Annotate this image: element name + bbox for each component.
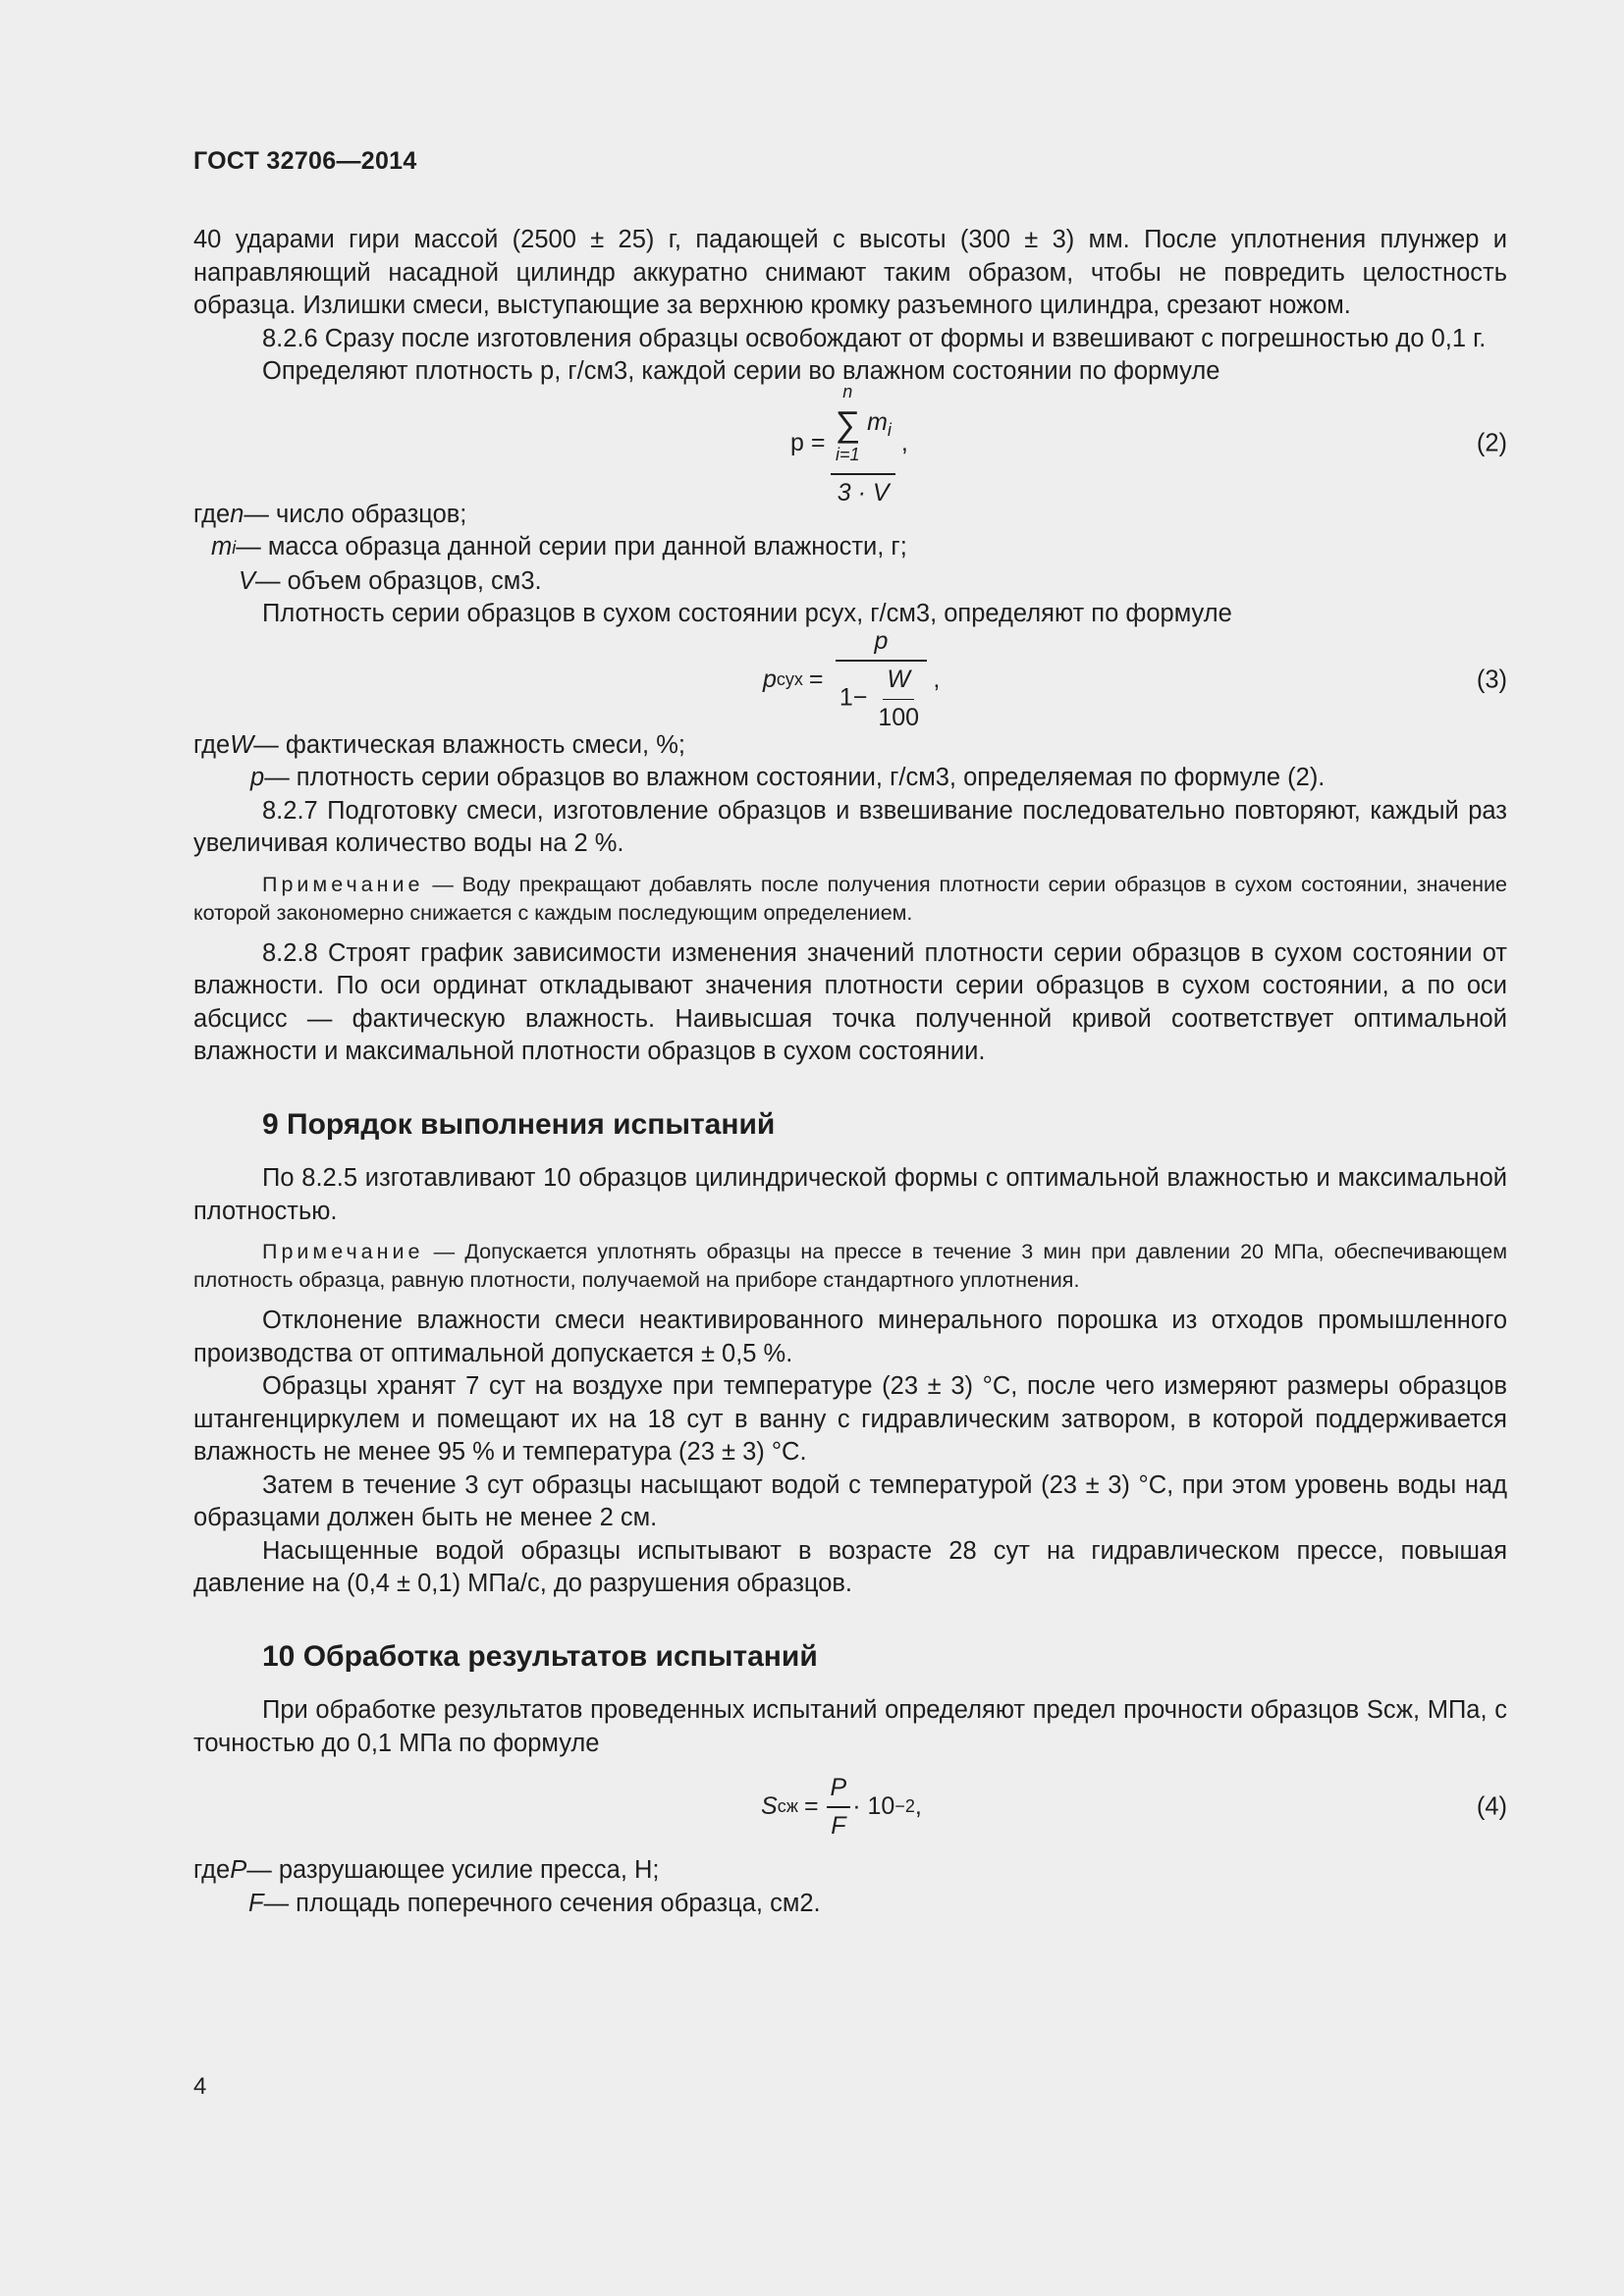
where-item: V — объем образцов, см3. <box>239 566 542 595</box>
paragraph: 40 ударами гири массой (2500 ± 25) г, падающей с высоты (300 ± 3) мм. После уплотнения плунжер и направляющий насадной цилиндр аккуратно снимают таким образом, чтобы не повредить целостность образца. Излишки смеси, выступающие за верхнюю кромку разъемного цилиндра, срезают ножом. <box>193 226 1507 319</box>
where-list <box>193 499 1507 599</box>
note: Примечание — Воду прекращают добавлять после получения плотности серии образцов в сухом состоянии, значение которой закономерно снижается с каждым последующим определением. <box>193 872 1507 925</box>
where-list <box>193 729 1507 795</box>
paragraph: По 8.2.5 изготавливают 10 образцов цилиндрической формы с оптимальной влажностью и максимальной плотностью. <box>193 1164 1507 1225</box>
section-heading-10: 10 Обработка результатов испытаний <box>262 1639 818 1673</box>
formula-number: (2) <box>1476 428 1507 456</box>
paragraph: Насыщенные водой образцы испытывают в возрасте 28 сут на гидравлическом прессе, повышая давление на (0,4 ± 0,1) МПа/с, до разрушения образцов. <box>193 1536 1507 1597</box>
formula-lhs: p = <box>790 428 826 456</box>
formula-number: (3) <box>1476 665 1507 693</box>
document-header: ГОСТ 32706—2014 <box>193 147 417 175</box>
where-item: m i — масса образца данной серии при данной влажности, г; <box>211 533 907 561</box>
formula-2: p = n ∑ i=1 $m_i$ 3 · V , (2) <box>193 389 1507 499</box>
paragraph: 8.2.8 Строят график зависимости изменения значений плотности серии образцов в сухом состоянии от влажности. По оси ординат откладывают значения плотности серии образцов в сухом состоянии, а по оси абсцисс — фактическую влажность. Наивысшая точка полученной кривой соответствует оптимальной влажности и максимальной плотности образцов в сухом состоянии. <box>193 938 1507 1065</box>
formula-fraction: p 1− $\frac{W}{100}$ <box>836 625 928 735</box>
formula-4: S сж = $\frac{P}{F}$ · 10 −2 , (4) <box>193 1760 1507 1854</box>
section-heading-9: 9 Порядок выполнения испытаний <box>262 1107 776 1141</box>
page-number: 4 <box>193 2073 207 2100</box>
where-item: где W — фактическая влажность смеси, %; <box>193 730 685 759</box>
paragraph: Определяют плотность p, г/см3, каждой серии во влажном состоянии по формуле <box>262 357 1220 385</box>
formula-fraction: $\frac{P}{F}$ <box>827 1772 851 1843</box>
paragraph: Образцы хранят 7 сут на воздухе при температуре (23 ± 3) °С, после чего измеряют размеры образцов штангенциркулем и помещают их на 18 сут в ванну с гидравлическим затвором, в которой поддерживается влажность не менее 95 % и температура (23 ± 3) °С. <box>193 1372 1507 1466</box>
where-item: где P — разрушающее усилие пресса, Н; <box>193 1856 660 1884</box>
paragraph: Плотность серии образцов в сухом состоянии pсух, г/см3, определяют по формуле <box>262 600 1232 627</box>
paragraph: При обработке результатов проведенных испытаний определяют предел прочности образцов Sсж, МПа, с точностью до 0,1 МПа по формуле <box>193 1696 1507 1757</box>
formula-3: p сух = p 1− $\frac{W}{100}$ , (3) <box>193 631 1507 729</box>
note: Примечание — Допускается уплотнять образцы на прессе в течение 3 мин при давлении 20 МПа, обеспечивающем плотность образца, равную плотности, получаемой на приборе стандартного уплотнения. <box>193 1240 1507 1292</box>
where-item: где n — число образцов; <box>193 500 467 528</box>
where-item: F — площадь поперечного сечения образца, см2. <box>248 1889 821 1917</box>
paragraph: Затем в течение 3 сут образцы насыщают водой с температурой (23 ± 3) °С, при этом уровень воды над образцами должен быть не менее 2 см. <box>193 1470 1507 1531</box>
formula-number: (4) <box>1476 1792 1507 1821</box>
paragraph: 8.2.6 Сразу после изготовления образцы освобождают от формы и взвешивают с погрешностью до 0,1 г. <box>262 324 1487 352</box>
where-list <box>193 1854 1507 1920</box>
where-item: p — плотность серии образцов во влажном состоянии, г/см3, определяемая по формуле (2). <box>250 764 1326 791</box>
paragraph: 8.2.7 Подготовку смеси, изготовление образцов и взвешивание последовательно повторяют, каждый раз увеличивая количество воды на 2 %. <box>193 796 1507 857</box>
document-body <box>193 224 1507 1920</box>
formula-fraction: n ∑ i=1 $m_i$ 3 · V <box>831 376 894 510</box>
paragraph: Отклонение влажности смеси неактивированного минерального порошка из отходов промышленного производства от оптимальной допускается ± 0,5 %. <box>193 1307 1507 1367</box>
